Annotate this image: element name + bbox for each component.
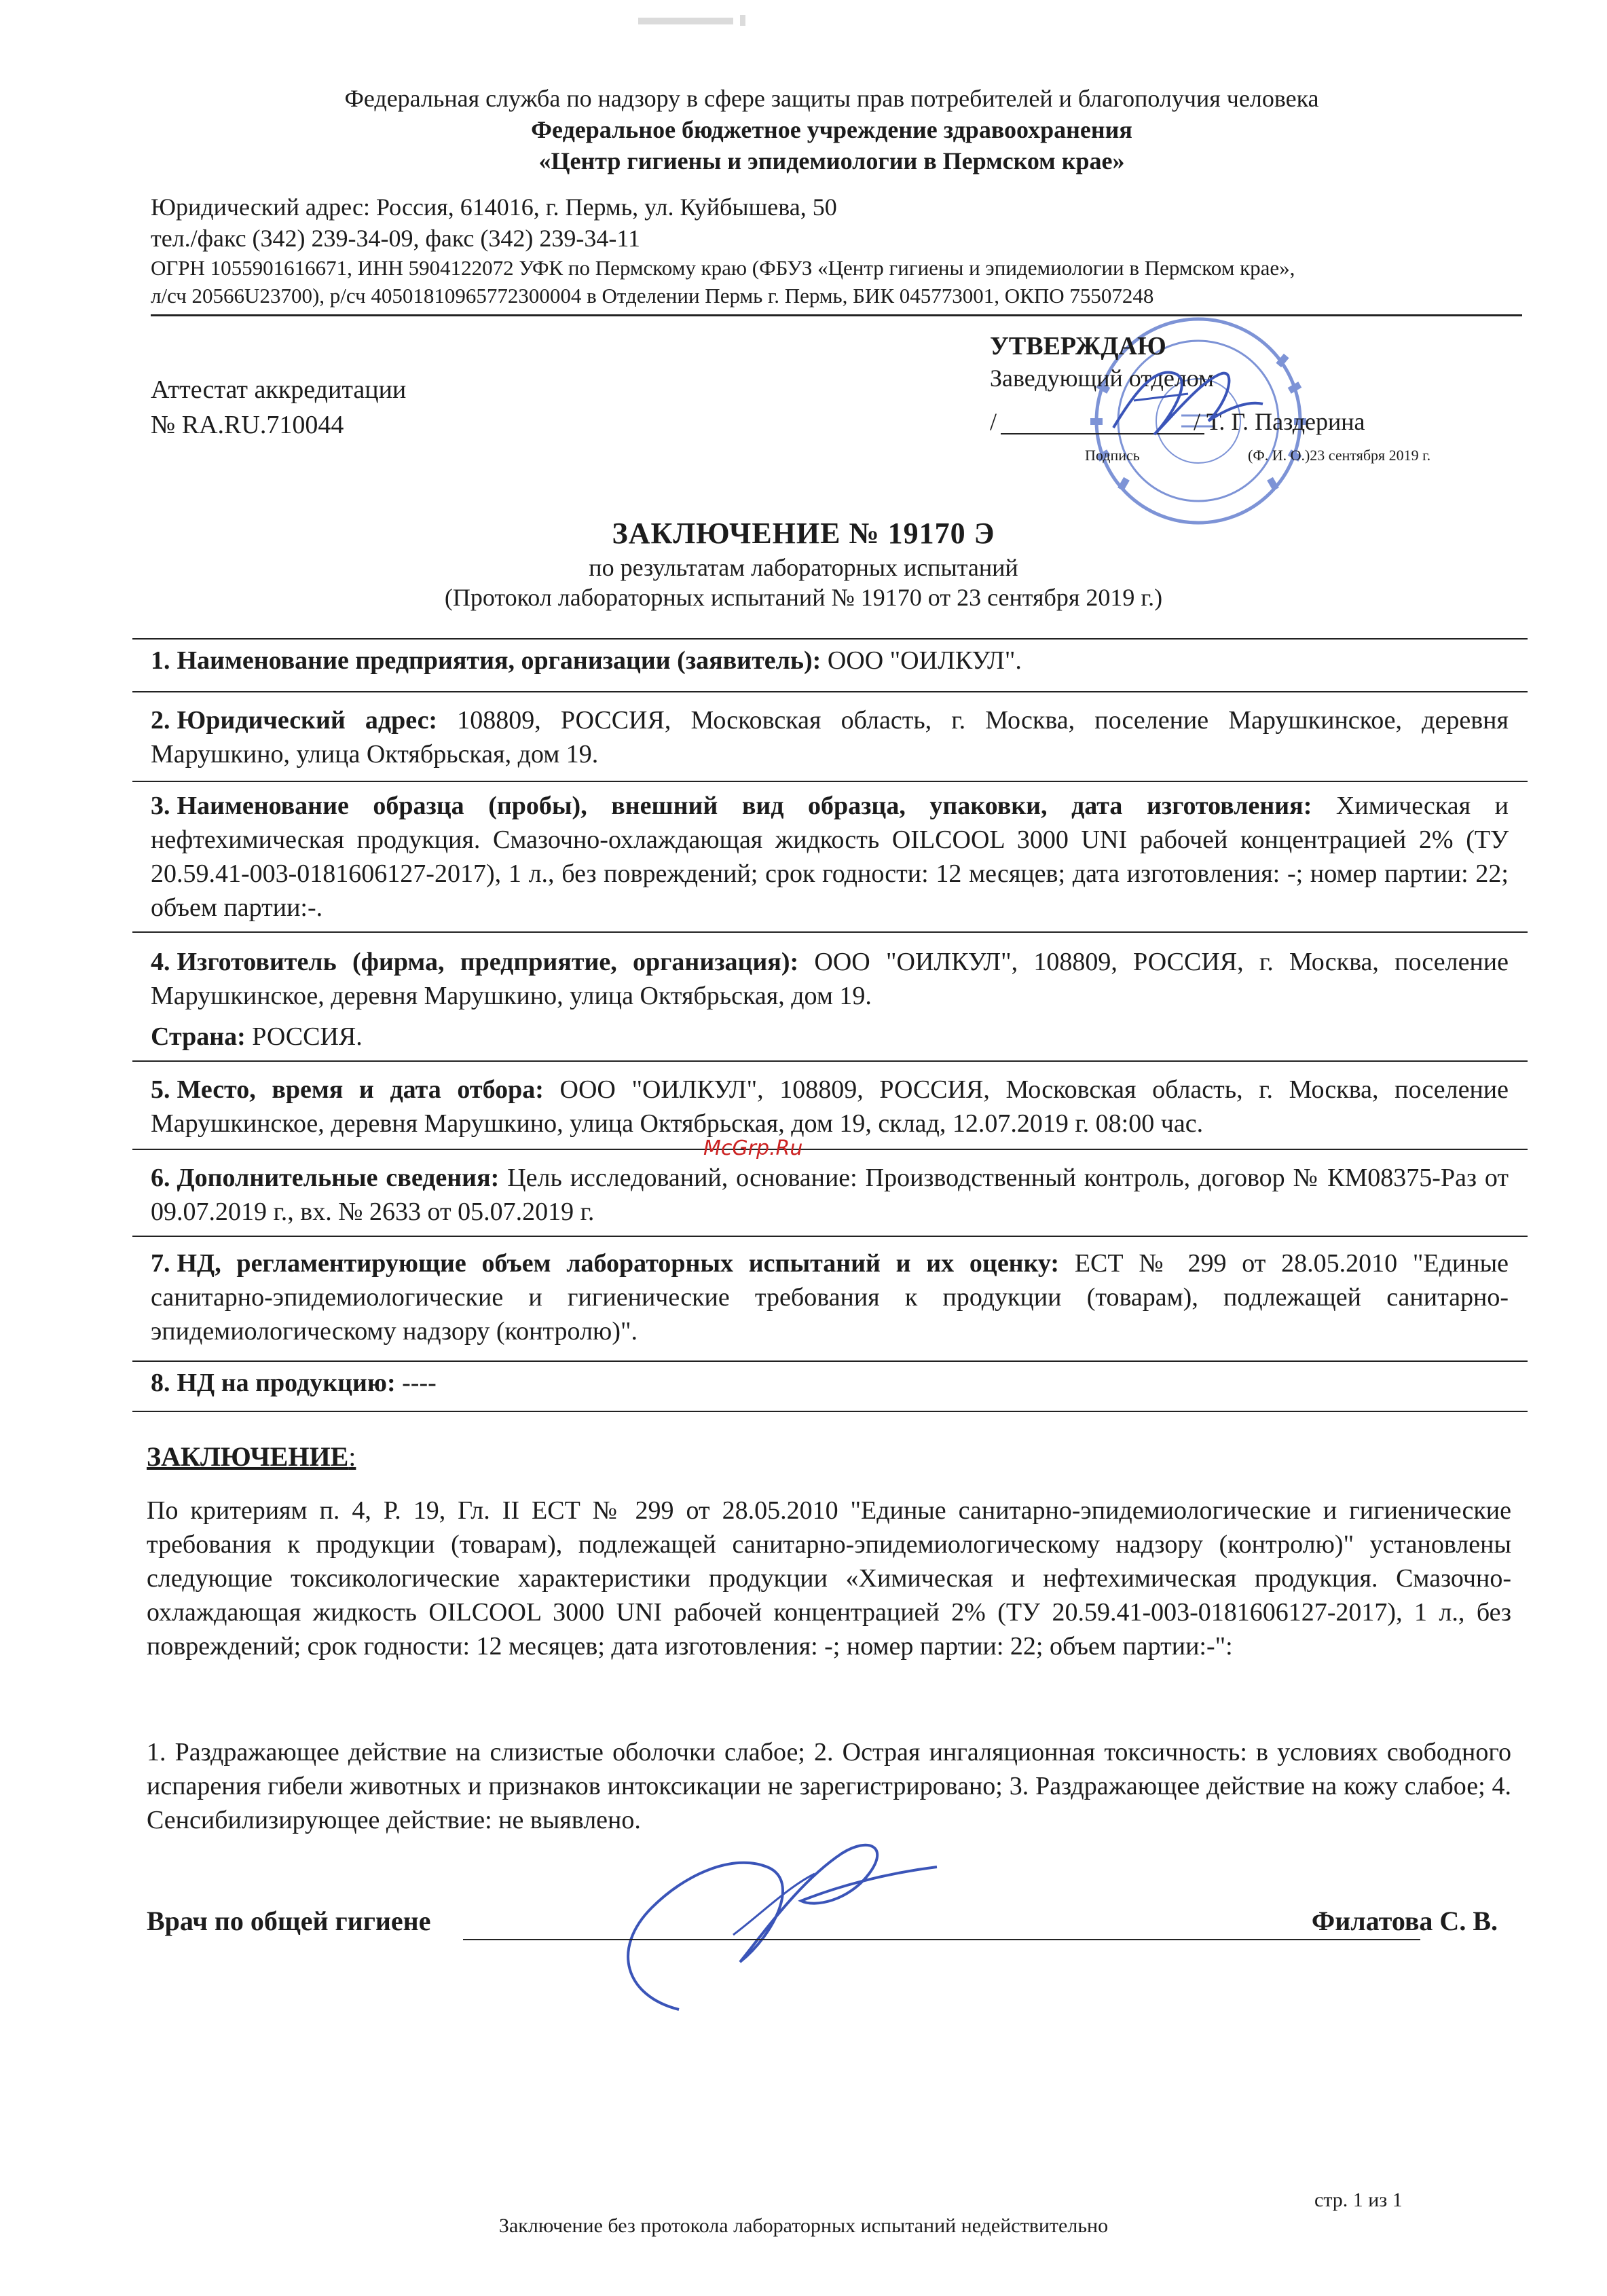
protocol-reference: (Протокол лабораторных испытаний № 19170 от 23 сентября 2019 г.) (444, 584, 1163, 611)
approver-signature (1093, 353, 1270, 455)
section-text: ООО "ОИЛКУЛ", 108809, РОССИЯ, Московская область, г. Москва, поселение Марушкинское, деревня Марушкино, улица Октябрьская, дом 19, склад, 12.07.2019 г. 08:00 час. (151, 1075, 1509, 1138)
conclusion-paragraph: По критериям п. 4, Р. 19, Гл. II ЕСТ № 299 от 28.05.2010 "Единые санитарно-эпидемиологические и гигиенические требования к продукции (товарам), подлежащей санитарно-эпидемиологическому надзору (контролю)" установлены следующие токсикологические характеристики продукции «Химическая и нефтехимическая продукция. Смазочно-охлаждающая жидкость OILCOOL 3000 UNI рабочей концентрацией 2% (ТУ 20.59.41-003-0181606127-2017), 1 л., без повреждений; срок годности: 12 месяцев; дата изготовления: -; номер партии: 22; объем партии:-": (147, 1496, 1511, 1661)
section-text: 108809, РОССИЯ, Московская область, г. Москва, поселение Марушкинское, деревня Марушкино, улица Октябрьская, дом 19. (151, 706, 1509, 769)
section-text: ООО "ОИЛКУЛ". (821, 646, 1022, 675)
section-sample (151, 789, 1509, 925)
agency-name: Федеральная служба по надзору в сфере защиты прав потребителей и благополучия человека (344, 85, 1319, 112)
document-title (0, 515, 1607, 612)
section-number: 4. (151, 948, 170, 976)
section-number: 7. (151, 1249, 170, 1278)
phone-fax: тел./факс (342) 239-34-09, факс (342) 239-34-11 (151, 225, 641, 252)
doctor-role: Врач по общей гигиене (147, 1906, 431, 1936)
section-label: Дополнительные сведения: (177, 1164, 500, 1192)
section-number: 8. (151, 1369, 170, 1397)
section-text: Химическая и нефтехимическая продукция. Смазочно-охлаждающая жидкость OILCOOL 3000 UNI рабочей концентрацией 2% (ТУ 20.59.41-003-0181606127-2017), 1 л., без повреждений; срок годности: 12 месяцев; дата изготовления: -; номер партии: 22; объем партии:-. (151, 792, 1509, 922)
section-text: ЕСТ № 299 от 28.05.2010 "Единые санитарно-эпидемиологические и гигиенические требования к продукции (товарам), подлежащей санитарно-эпидемиологическому надзору (контролю)". (151, 1249, 1509, 1346)
doctor-signature-row (147, 1905, 1518, 1946)
divider (132, 931, 1528, 933)
section-label: НД, регламентирующие объем лабораторных испытаний и их оценку: (177, 1249, 1060, 1278)
watermark: McGrp.Ru (703, 1136, 803, 1160)
section-label: Юридический адрес: (177, 706, 438, 735)
signature-caption: Подпись (1085, 447, 1140, 464)
approver-position: Заведующий отделом (990, 365, 1214, 392)
accreditation-number: № RA.RU.710044 (151, 411, 344, 439)
section-number: 3. (151, 792, 170, 820)
divider (132, 1236, 1528, 1237)
section-applicant (151, 644, 1509, 678)
section-text: ООО "ОИЛКУЛ", 108809, РОССИЯ, г. Москва, поселение Марушкинское, деревня Марушкино, улица Октябрьская, дом 19. (151, 948, 1509, 1010)
conclusion-number: ЗАКЛЮЧЕНИЕ № 19170 Э (612, 517, 995, 550)
doctor-signature-line (463, 1939, 1420, 1940)
section-product-nd (151, 1366, 1509, 1400)
legal-details (151, 191, 1529, 310)
toxicology-findings: 1. Раздражающее действие на слизистые оболочки слабое; 2. Острая ингаляционная токсичность: в условиях свободного испарения гибели животных и признаков интоксикации не зарегистрировано; 3. Раздражающее действие на кожу слабое; 4. Сенсибилизирующее действие: не выявлено. (147, 1738, 1511, 1834)
section-number: 5. (151, 1075, 170, 1104)
section-label: Наименование образца (пробы), внешний вид образца, упаковки, дата изготовления: (177, 792, 1312, 820)
divider (132, 1149, 1528, 1150)
conclusion-heading-text: ЗАКЛЮЧЕНИЕ (147, 1441, 349, 1472)
conclusion-heading-colon: : (348, 1441, 356, 1472)
divider (132, 691, 1528, 692)
accreditation-label: Аттестат аккредитации (151, 375, 407, 404)
section-number: 2. (151, 706, 170, 735)
divider (132, 781, 1528, 782)
institution-name: «Центр гигиены и эпидемиологии в Пермском крае» (538, 147, 1125, 174)
footer-note: Заключение без протокола лабораторных испытаний недействительно (498, 2215, 1109, 2237)
section-number: 6. (151, 1164, 170, 1192)
agency-header (156, 83, 1507, 177)
section-text: ---- (395, 1369, 437, 1397)
section-label: Наименование предприятия, организации (заявитель): (177, 646, 821, 675)
page-number: стр. 1 из 1 (1314, 2189, 1403, 2211)
section-additional-info (151, 1161, 1509, 1229)
accreditation (151, 372, 406, 443)
section-legal-address (151, 703, 1509, 771)
section-number: 1. (151, 646, 170, 675)
scan-smudge (638, 12, 760, 29)
institution-type: Федеральное бюджетное учреждение здравоохранения (531, 116, 1132, 143)
signature-slash: / (990, 408, 997, 435)
legal-address: Юридический адрес: Россия, 614016, г. Пермь, ул. Куйбышева, 50 (151, 193, 837, 221)
section-label: Изготовитель (фирма, предприятие, организация): (177, 948, 799, 976)
bank-details-1: ОГРН 1055901616671, ИНН 5904122072 УФК по Пермскому краю (ФБУЗ «Центр гигиены и эпидемиологии в Пермском крае», (151, 256, 1295, 280)
section-sampling (151, 1073, 1509, 1141)
document-subtitle: по результатам лабораторных испытаний (589, 554, 1018, 581)
section-manufacturer (151, 945, 1509, 1054)
section-label: НД на продукцию: (177, 1369, 396, 1397)
approval-title: УТВЕРЖДАЮ (990, 332, 1166, 360)
divider (132, 1411, 1528, 1412)
name-date-caption: (Ф. И. О.)23 сентября 2019 г. (1248, 447, 1431, 464)
divider (132, 1060, 1528, 1062)
conclusion-heading (147, 1441, 356, 1473)
approver-name: / Т. Г. Паздерина (1194, 408, 1365, 435)
section-label: Место, время и дата отбора: (177, 1075, 544, 1104)
divider (132, 1360, 1528, 1362)
divider (132, 638, 1528, 640)
bank-details-2: л/сч 20566U23700), р/сч 40501810965772300004 в Отделении Пермь г. Пермь, БИК 045773001, ОКПО 75507248 (151, 284, 1154, 308)
country-label: Страна: (151, 1022, 246, 1051)
doctor-name: Филатова С. В. (1311, 1906, 1498, 1936)
section-regulations (151, 1246, 1509, 1348)
country-value: РОССИЯ. (245, 1022, 363, 1051)
section-text: Цель исследований, основание: Производственный контроль, договор № КМ08375-Раз от 09.07.2019 г., вх. № 2633 от 05.07.2019 г. (151, 1164, 1509, 1226)
